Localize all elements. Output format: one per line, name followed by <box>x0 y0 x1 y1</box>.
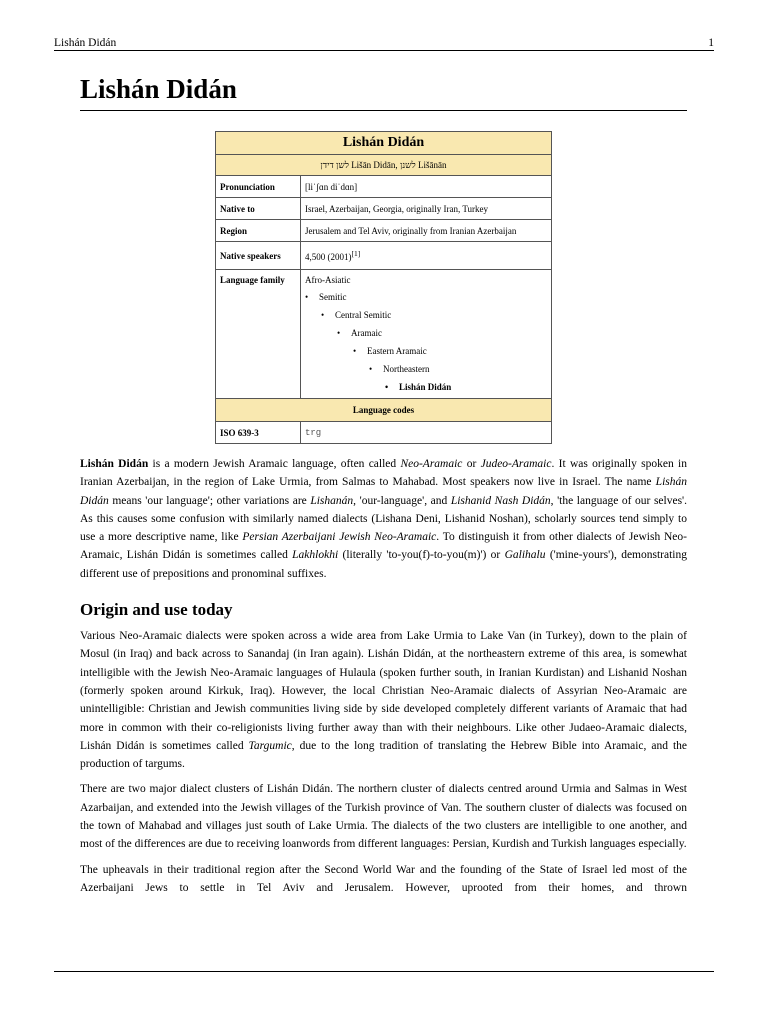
family-tree <box>305 288 547 396</box>
reference-link[interactable]: [1] <box>351 249 361 258</box>
infobox-label-iso: ISO 639-3 <box>216 422 301 444</box>
body-paragraph: The upheavals in their traditional region after the Second World War and the founding of the State of Israel led most of the Azerbaijani Jews to settle in Tel Aviv and Jerusalem. However, uprooted from their homes, and thrown <box>80 863 687 894</box>
family-root: Afro-Asiatic <box>305 275 351 285</box>
body-paragraph: Various Neo-Aramaic dialects were spoken across a wide area from Lake Urmia to Lake Van (in Turkey), down to the plain of Mosul (in Iraq) and back across to Sanandaj (in Iran again). Lishán Didán, at the northeastern extreme of this area, is somewhat intelligible with the Jewish Neo-Aramaic languages of Hulaula (spoken further south, in Iranian Kurdistan) and Lishanid Noshan (formerly spoken around Kirkuk, Iraq). However, the local Christian Neo-Aramaic dialects of Assyrian Neo-Aramaic are unintelligible: Christian and Jewish communities living side by side developed completely different variants of Aramaic that had more in common with their co-religionists living further away than with their neighbours. Like other Judaeo-Aramaic dialects, Lishán Didán is sometimes called Targumic, due to the long tradition of translating the Hebrew Bible into Aramaic, and the production of targums. <box>80 630 687 771</box>
family-node: • Aramaic <box>305 324 547 342</box>
page-title: Lishán Didán <box>80 74 237 104</box>
infobox-label-family: Language family <box>216 270 301 399</box>
title-divider <box>80 110 687 111</box>
family-node: • Northeastern <box>305 360 547 378</box>
section-heading: Origin and use today <box>80 600 233 620</box>
infobox-codes-heading: Language codes <box>216 399 552 422</box>
infobox-native-names: לשן דידן Lišān Didān, לשנן Lišānān <box>216 155 552 176</box>
infobox-label-pronunciation: Pronunciation <box>216 176 301 198</box>
article-body <box>80 455 687 904</box>
body-paragraph: There are two major dialect clusters of Lishán Didán. The northern cluster of dialects centred around Urmia and Salmas in West Azarbaijan, and extended into the Jewish villages of the Turkish province of Van. The southern cluster of dialects was focused on the town of Mahabad and villages just south of Lake Urmia. The dialects of the two clusters are intelligible to one another, and most of the differences are due to receiving loanwords from different languages: Persian, Kurdish and Turkish languages especially. <box>80 783 687 851</box>
infobox-label-speakers: Native speakers <box>216 242 301 270</box>
family-node: • Semitic <box>305 288 547 306</box>
family-node: • Central Semitic <box>305 306 547 324</box>
bullet-icon: • <box>305 292 309 302</box>
bullet-icon: • <box>337 328 341 338</box>
footer-divider <box>54 971 714 972</box>
infobox-value-family <box>301 270 552 399</box>
running-title: Lishán Didán <box>54 37 117 49</box>
infobox-value-pronunciation: [liˈʃɑn diˈdɑn] <box>301 176 552 198</box>
running-header <box>54 36 714 51</box>
infobox-label-native-to: Native to <box>216 198 301 220</box>
intro-paragraph: Lishán Didán is a modern Jewish Aramaic language, often called Neo-Aramaic or Judeo-Aramaic. It was originally spoken in Iranian Azerbaijan, in the region of Lake Urmia, from Salmas to Mahabad. Most speakers now live in Israel. The name Lishán Didán means 'our language'; other variations are Lishanán, 'our-language', and Lishanid Nash Didán, 'the language of our selves'. As this causes some confusion with similarly named dialects (Lishana Deni, Lishanid Noshan), scholarly sources tend simply to use a more descriptive name, like Persian Azerbaijani Jewish Neo-Aramaic. To distinguish it from other dialects of Jewish Neo-Aramaic, Lishán Didán is sometimes called Lakhlokhi (literally 'to-you(f)-to-you(m)') or Galihalu ('mine-yours'), demonstrating different use of prepositions and pronominal suffixes. <box>80 458 687 580</box>
infobox-heading: Lishán Didán <box>216 132 552 155</box>
infobox-value-native-to: Israel, Azerbaijan, Georgia, originally Iran, Turkey <box>301 198 552 220</box>
bullet-icon: • <box>369 364 373 374</box>
infobox-value-speakers <box>301 242 552 270</box>
family-node: • Lishán Didán <box>305 378 547 396</box>
infobox-value-iso: trg <box>301 422 552 444</box>
bullet-icon: • <box>353 346 357 356</box>
infobox-label-region: Region <box>216 220 301 242</box>
infobox-value-region: Jerusalem and Tel Aviv, originally from Iranian Azerbaijan <box>301 220 552 242</box>
bullet-icon: • <box>321 310 325 320</box>
family-node: • Eastern Aramaic <box>305 342 547 360</box>
speakers-count: 4,500 (2001) <box>305 252 352 262</box>
page-number: 1 <box>708 37 714 49</box>
bullet-icon: • <box>385 382 389 392</box>
infobox <box>215 131 552 444</box>
